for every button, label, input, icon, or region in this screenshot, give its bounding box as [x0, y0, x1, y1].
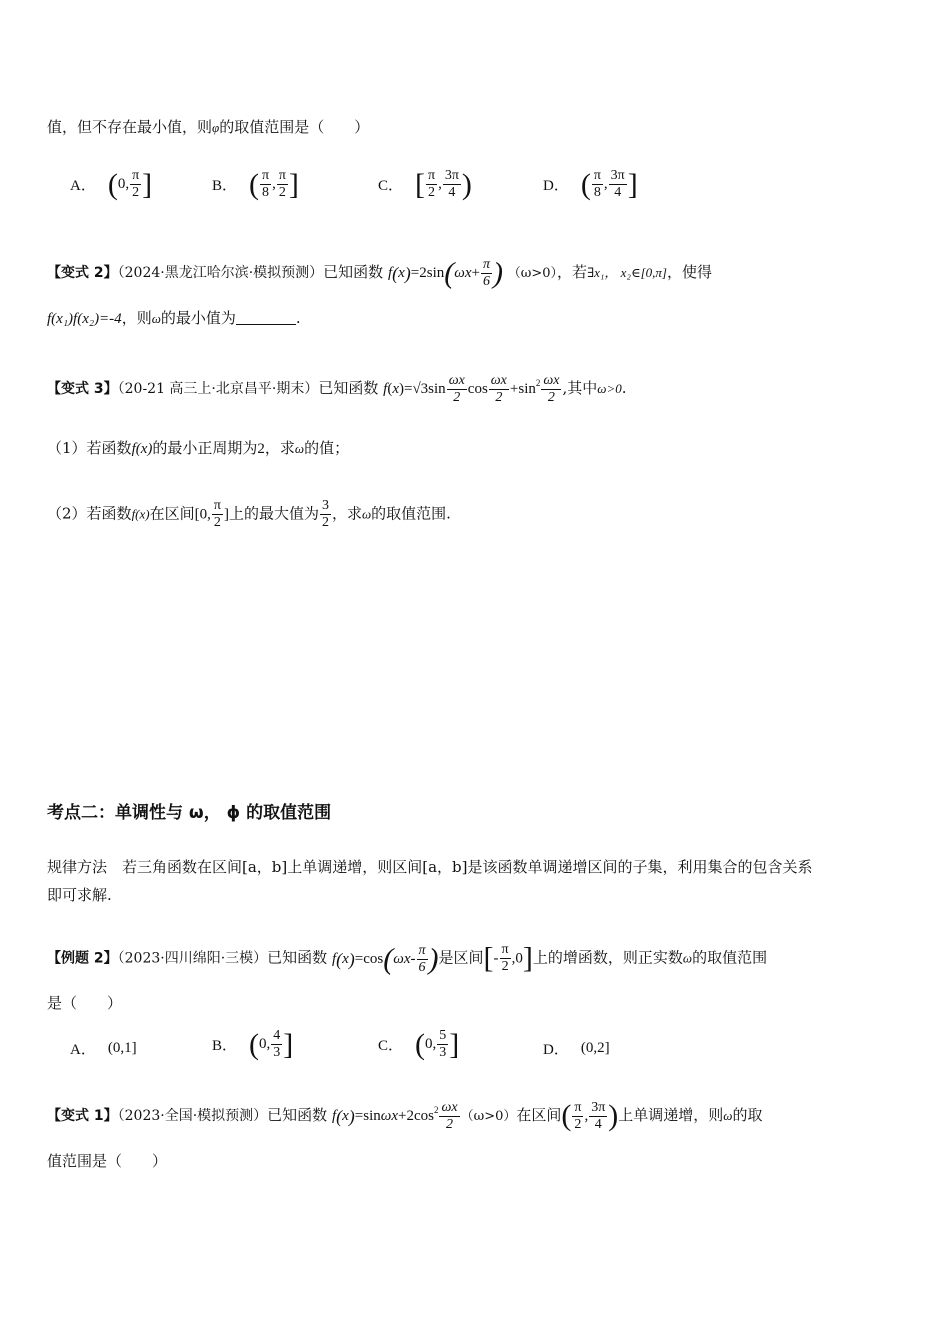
variant-1-line2: 值范围是（ ） — [47, 1152, 168, 1170]
section-title: 考点二：单调性与 ω， ϕ 的取值范围 — [47, 803, 332, 823]
variant-3-part2: （2）若函数f(x)在区间[0, $\frac{\pi}{2}$ ]上的最大值为 $\frac{3}{2}$ ，求ω的取值范围. — [47, 498, 451, 530]
example-2-line1: 【例题 2】（2023·四川绵阳·三模）已知函数 f(x)=cos(ωx- $\frac{\pi}{6}$ )是区间[- $\frac{\pi}{2}$ ,0]上的增函数，则正实数ω的取值范围 — [47, 941, 768, 976]
ex2-option-b[interactable]: B． ( 0, $\frac{4}{3}$ ] — [212, 1027, 294, 1061]
v3-formula: f(x)=√3sin $\frac{\omega x}{2}$ cos $\frac{\omega x}{2}$ $+\sin^2$ $\frac{\omega x}{2}$ — [383, 373, 560, 406]
method-line2: 即可求解. — [47, 886, 112, 904]
v2-formula: f(x)=2sin(ωx+ $\frac{\pi}{6}$ ) — [387, 256, 503, 290]
option-b[interactable]: B． ( $\frac{\pi}{8}$ , $\frac{\pi}{2}$ ] — [212, 167, 299, 201]
phi-symbol: φ — [212, 120, 220, 135]
option-d[interactable]: D． ( $\frac{\pi}{8}$ , $\frac{3\pi}{4}$ ] — [543, 167, 638, 201]
variant-3-line1: 【变式 3】（20-21 高三上·北京昌平·期末）已知函数 f(x)=√3sin $\frac{\omega x}{2}$ cos $\frac{\omega x}{2}$ $+\sin^2$ $\frac{\omega x}{2}$ ,其中ω>0. — [47, 373, 627, 406]
answer-blank[interactable] — [236, 310, 296, 325]
variant-3-part1: （1）若函数f(x)的最小正周期为2，求ω的值； — [47, 439, 350, 457]
v1-formula: $f(x)=\sin\omega x+2\cos^2$ $\frac{\omega x}{2}$ — [331, 1100, 458, 1133]
example-2-line2: 是（ ） — [47, 994, 123, 1012]
option-a[interactable]: A． ( 0, $\frac{\pi}{2}$ ] — [70, 167, 153, 201]
ex2-option-a[interactable]: A． (0,1] — [70, 1040, 137, 1058]
ex2-option-c[interactable]: C． ( 0, $\frac{5}{3}$ ] — [378, 1027, 460, 1061]
method-line1: 规律方法 若三角函数在区间[a，b]上单调递增，则区间[a，b]是该函数单调递增区间的子集，利用集合的包含关系 — [47, 858, 813, 876]
ex2-formula: f(x)=cos(ωx- $\frac{\pi}{6}$ ) — [331, 942, 439, 976]
variant-1-line1: 【变式 1】（2023·全国·模拟预测）已知函数 $f(x)=\sin\omega x+2\cos^2$ $\frac{\omega x}{2}$ （ω>0）在区间( $\frac{\pi}{2}$ , $\frac{3\pi}{4}$ )上单调递增，则ω的取 — [47, 1099, 763, 1133]
variant-2-line1: 【变式 2】（2024·黑龙江哈尔滨·模拟预测）已知函数 f(x)=2sin(ωx+ $\frac{\pi}{6}$ ) （ω>0），若∃x₁， x₂∈[0,π]，使得 — [47, 256, 712, 290]
question-stem-line: 值，但不存在最小值，则φ的取值范围是（ ） — [47, 118, 370, 136]
ex2-option-d[interactable]: D． (0,2] — [543, 1040, 610, 1058]
variant-2-line2: f(x₁)f(x₂)=-4，则ω的最小值为 . — [47, 309, 301, 327]
option-c[interactable]: C． [ $\frac{\pi}{2}$ , $\frac{3\pi}{4}$ ) — [378, 167, 472, 201]
